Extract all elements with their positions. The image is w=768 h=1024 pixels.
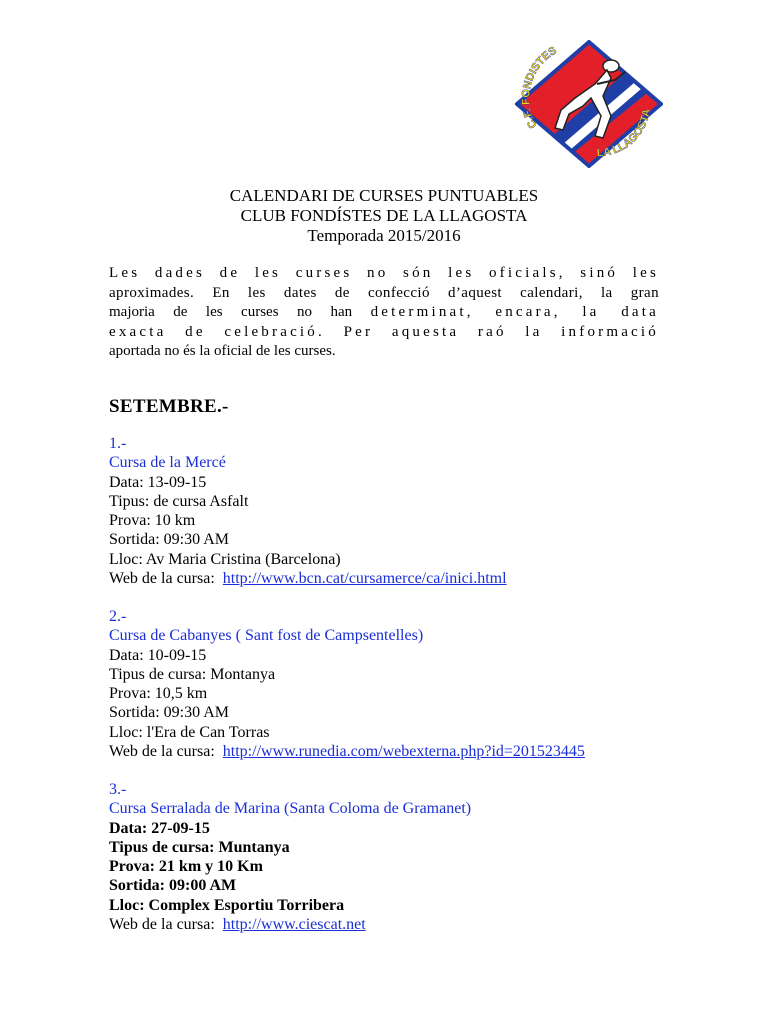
intro-line: exacta de celebració. Per aquesta raó la informació xyxy=(109,323,659,340)
race-place: Lloc: Complex Esportiu Torribera xyxy=(109,896,345,914)
race-distance: Prova: 10,5 km xyxy=(109,685,208,703)
race-entry xyxy=(109,434,507,588)
race-distance: Prova: 21 km y 10 Km xyxy=(109,858,263,876)
club-logo xyxy=(515,40,663,168)
race-number: 2.- xyxy=(109,608,127,625)
race-date: Data: 13-09-15 xyxy=(109,473,207,491)
intro-paragraph xyxy=(109,264,659,362)
race-number: 1.- xyxy=(109,435,127,452)
title-line-2: CLUB FONDÍSTES DE LA LLAGOSTA xyxy=(240,206,528,225)
race-type: Tipus de cursa: Montanya xyxy=(109,665,276,683)
race-start: Sortida: 09:30 AM xyxy=(109,531,230,549)
race-name: Cursa de la Mercé xyxy=(109,454,226,472)
logo-text-bottom: LA LLAGOSTA xyxy=(596,107,654,160)
race-type: Tipus de cursa: Muntanya xyxy=(109,838,290,856)
race-number: 3.- xyxy=(109,781,127,798)
race-web-link[interactable]: http://www.ciescat.net xyxy=(222,916,366,934)
race-web-link[interactable]: http://www.bcn.cat/cursamerce/ca/inici.html xyxy=(222,570,507,588)
title-line-3: Temporada 2015/2016 xyxy=(307,226,461,245)
race-entry xyxy=(109,780,471,934)
race-start: Sortida: 09:30 AM xyxy=(109,704,230,722)
intro-line: aproximades. En les dates de confecció d’aquest calendari, la gran xyxy=(109,284,659,301)
race-entry xyxy=(109,607,585,761)
race-name: Cursa de Cabanyes ( Sant fost de Campsentelles) xyxy=(109,627,424,645)
title-line-1: CALENDARI DE CURSES PUNTUABLES xyxy=(229,186,539,205)
month-heading: SETEMBRE.- xyxy=(109,396,229,417)
race-date: Data: 10-09-15 xyxy=(109,646,207,664)
race-place: Lloc: l'Era de Can Torras xyxy=(109,723,270,741)
race-start: Sortida: 09:00 AM xyxy=(109,877,237,895)
intro-line: aportada no és la oficial de les curses. xyxy=(109,343,336,359)
race-date: Data: 27-09-15 xyxy=(109,819,210,837)
race-type: Tipus: de cursa Asfalt xyxy=(109,492,249,510)
logo-text-top: C.F. FONDISTES xyxy=(520,44,559,131)
race-web: Web de la cursa: http://www.runedia.com/webexterna.php?id=201523445 xyxy=(109,743,585,761)
intro-line: Les dades de les curses no són les oficials, sinó les xyxy=(109,265,659,281)
race-distance: Prova: 10 km xyxy=(109,512,196,530)
intro-line: majoria de les curses no han determinat, encara, la data xyxy=(109,304,659,320)
race-web: Web de la cursa: http://www.bcn.cat/cursamerce/ca/inici.html xyxy=(109,570,507,588)
race-web: Web de la cursa: http://www.ciescat.net xyxy=(109,916,366,934)
race-place: Lloc: Av Maria Cristina (Barcelona) xyxy=(109,550,341,568)
race-web-link[interactable]: http://www.runedia.com/webexterna.php?id=201523445 xyxy=(222,743,585,761)
race-name: Cursa Serralada de Marina (Santa Coloma de Gramanet) xyxy=(109,800,472,818)
